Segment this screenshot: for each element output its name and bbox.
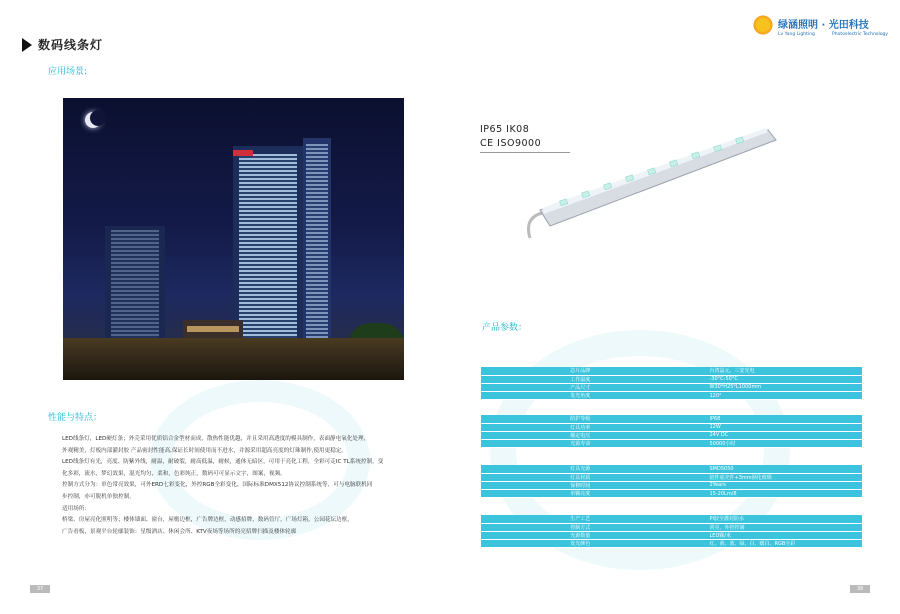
spec-table-4 <box>481 515 862 548</box>
spec-key: 控制方式 <box>481 523 672 531</box>
logo-text: 绿涵照明 · 光田科技 <box>778 20 869 31</box>
features-label: 性能与特点： <box>48 413 103 423</box>
cert-ce-iso: CE ISO9000 <box>480 138 542 149</box>
spec-key: 产品尺寸 <box>481 383 672 391</box>
features-line: LED线条灯，LED硬灯条；外壳采用优质铝合金型材而成，散热性能优越，并且采用高透度的模具制作，表面静电氧化处理， <box>62 436 370 442</box>
spec-key: 灯具功率 <box>481 423 672 431</box>
spec-value: 红、黄、蓝、绿、白、暖白、RGB全彩 <box>672 540 863 548</box>
table-row <box>481 423 862 431</box>
logo-subtitle-right: Photoelectric Technology <box>832 32 889 37</box>
spec-key: 生产工艺 <box>481 515 672 523</box>
title-row <box>22 36 103 53</box>
page-number: 38 <box>850 585 870 593</box>
table-row <box>481 540 862 548</box>
spec-key: 额定电压 <box>481 431 672 439</box>
spec-value: 台湾晶元、三安光电 <box>672 367 863 375</box>
features-text <box>62 434 422 538</box>
spec-key: 保修时间 <box>481 481 672 489</box>
arrow-icon <box>22 38 32 52</box>
features-line: 外观精美，灯板内部灌封胶 产品密封性能高,保证长时间使用而不进水，并源采用超高亮度的灯珠制作,使用更稳定。 <box>62 447 348 454</box>
features-line: 控制方式分为：单色常亮效果，可外ERD七彩变化，外控RGB全彩变化，国际标准DMX512协议控制系统等，可与电脑联机同 <box>62 482 373 489</box>
page-title: 数码线条灯 <box>38 38 104 52</box>
spec-value: 120° <box>672 392 863 400</box>
spec-value: SMD5050 <box>672 465 863 473</box>
table-row <box>481 367 862 375</box>
params-label: 产品参数： <box>482 323 528 333</box>
spec-table-3 <box>481 465 862 498</box>
spec-value: 50000小时 <box>672 440 863 448</box>
table-row <box>481 375 862 383</box>
table-row <box>481 473 862 481</box>
right-page <box>450 0 900 614</box>
spec-value: 常亮、外控控制 <box>672 523 863 531</box>
spec-value: 24V DC <box>672 431 863 439</box>
features-line: 桥梁、房屋亮化照明等；楼体墙面、窗台，屋檐边框，广告牌边框，动感招牌，数码管厅，广场灯箱，公园花坛边框， <box>62 517 353 524</box>
table-row <box>481 440 862 448</box>
spec-value: 2Years <box>672 481 863 489</box>
page-number: 37 <box>30 585 50 593</box>
spec-value: IP68 <box>672 415 863 423</box>
spec-key: 芯片品牌 <box>481 367 672 375</box>
spec-key: 工作温度 <box>481 375 672 383</box>
table-row <box>481 515 862 523</box>
application-label: 应用场景: <box>48 67 88 77</box>
features-line: LED线条灯有光，亮度、防紫外线，耐温，耐破裂，耐高低温，耐候，通体无暗区，可用于亮化工程，全彩可走IC TL系统控制，变 <box>62 459 384 466</box>
table-row <box>481 465 862 473</box>
features-line: 化多彩，流水，梦幻效果，混光均匀，柔和，色彩纯正，数码可可显示文字，图案，视频。 <box>62 470 286 477</box>
spec-value: LED颗/米 <box>672 531 863 539</box>
night-building-photo <box>63 98 404 380</box>
spec-value: 15-20Lm/8 <box>672 490 863 498</box>
sun-logo-icon <box>752 14 774 36</box>
brand-logo <box>752 14 889 44</box>
spec-key: 灯具光源 <box>481 465 672 473</box>
cert-ip-ik: IP65 IK08 <box>480 124 530 135</box>
spec-key: 发光颜色 <box>481 540 672 548</box>
table-row <box>481 431 862 439</box>
features-line: 广告看板，景观平台轮廓装饰：星级酒店、休闲会所、KTV夜场等场所的亮招牌扫描及楼体轮廓 <box>62 528 297 535</box>
spec-key: 防护等级 <box>481 415 672 423</box>
led-strip-image <box>520 118 780 248</box>
spec-value: 铝件底壳件+3mm钢化玻璃 <box>672 473 863 481</box>
table-row <box>481 490 862 498</box>
spec-value: PI胶全灌封防水 <box>672 515 863 523</box>
features-line: 适用场所： <box>62 505 90 512</box>
spec-value: -30°C-50°C <box>672 375 863 383</box>
spec-key: 灯具材质 <box>481 473 672 481</box>
spec-key: 光源寿命 <box>481 440 672 448</box>
features-line: 步控制，亦可脱机单独控制。 <box>62 493 135 500</box>
spec-key: 发光角度 <box>481 392 672 400</box>
spec-value: W30*H25*L1000mm <box>672 383 863 391</box>
spec-value: 12W <box>672 423 863 431</box>
table-row <box>481 523 862 531</box>
spec-table-2 <box>481 415 862 448</box>
spec-table-1 <box>481 367 862 400</box>
table-row <box>481 481 862 489</box>
table-row <box>481 415 862 423</box>
spec-key: 光源数量 <box>481 531 672 539</box>
table-row <box>481 531 862 539</box>
table-row <box>481 383 862 391</box>
spec-key: 单颗亮度 <box>481 490 672 498</box>
logo-subtitle-left: Lv Yang Lighting <box>778 32 815 37</box>
table-row <box>481 392 862 400</box>
